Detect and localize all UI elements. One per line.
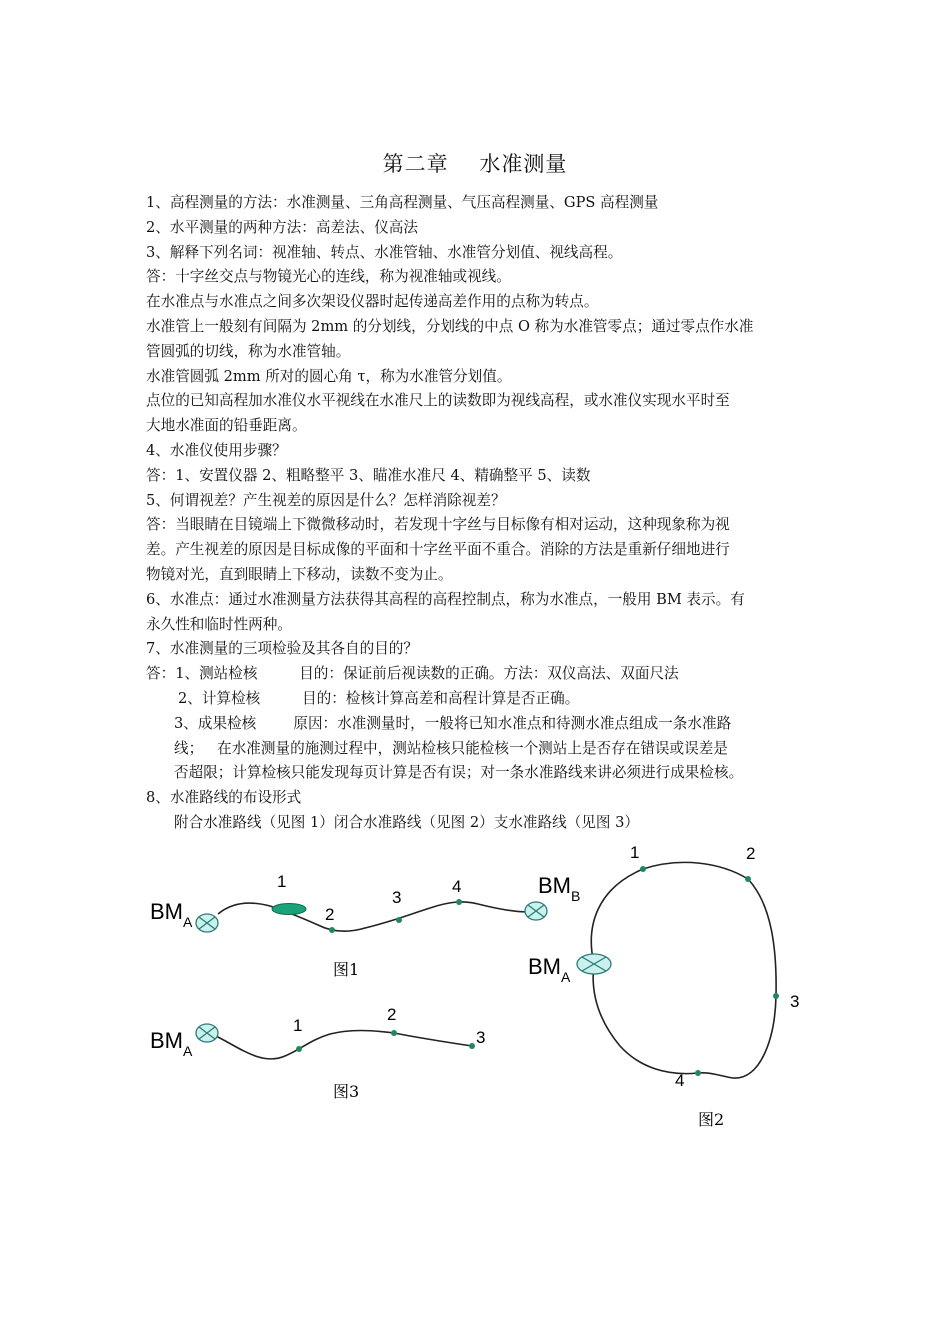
figure-caption: 图2 bbox=[698, 1110, 725, 1129]
figure-caption: 图1 bbox=[333, 960, 360, 979]
text-line: 3、解释下列名词：视准轴、转点、水准管轴、水准管分划值、视线高程。 bbox=[146, 243, 623, 261]
text-line: 点位的已知高程加水准仪水平视线在水准尺上的读数即为视线高程，或水准仪实现水平时至 bbox=[146, 392, 730, 410]
text-line: 答：当眼睛在目镜端上下微微移动时，若发现十字丝与目标像有相对运动，这种现象称为视 bbox=[146, 516, 730, 534]
text-line: 答：1、安置仪器 2、粗略整平 3、瞄准水准尺 4、精确整平 5、读数 bbox=[146, 466, 591, 484]
text-line: 在水准点与水准点之间多次架设仪器时起传递高差作用的点称为转点。 bbox=[146, 293, 599, 311]
bm-marker bbox=[577, 954, 611, 974]
text-line: 线； 在水准测量的施测过程中，测站检核只能检核一个测站上是否存在错误或误差是 bbox=[174, 739, 728, 757]
point-marker bbox=[773, 993, 779, 999]
text-line: 2、计算检核 目的：检核计算高差和高程计算是否正确。 bbox=[178, 689, 580, 707]
text-line: 2、水平测量的两种方法：高差法、仪高法 bbox=[146, 218, 418, 236]
point-label: 2 bbox=[387, 1005, 397, 1024]
point-marker bbox=[456, 899, 462, 905]
point-marker bbox=[396, 917, 402, 923]
figure-3 bbox=[150, 1005, 485, 1101]
text-line: 7、水准测量的三项检验及其各自的目的？ bbox=[146, 640, 418, 658]
bm-label: $BM_A$ bbox=[150, 1028, 193, 1059]
point-marker bbox=[296, 1046, 302, 1052]
figure-caption: 图3 bbox=[333, 1082, 360, 1101]
text-line: 1、高程测量的方法：水准测量、三角高程测量、气压高程测量、GPS 高程测量 bbox=[146, 194, 659, 211]
point-label: 4 bbox=[452, 877, 462, 896]
point-label: 3 bbox=[476, 1028, 486, 1047]
text-line: 永久性和临时性两种。 bbox=[146, 615, 292, 633]
bm-label: $BM_A$ bbox=[528, 954, 571, 985]
bm-marker bbox=[196, 914, 218, 932]
point-label: 3 bbox=[790, 992, 800, 1011]
point-marker bbox=[640, 866, 646, 872]
point-label: 1 bbox=[630, 843, 640, 862]
text-line: 答：1、测站检核 目的：保证前后视读数的正确。方法：双仪高法、双面尺法 bbox=[146, 665, 679, 683]
text-line: 物镜对光，直到眼睛上下移动，读数不变为止。 bbox=[146, 565, 453, 583]
instrument-marker bbox=[272, 904, 306, 915]
text-line: 大地水准面的铅垂距离。 bbox=[146, 417, 307, 435]
text-line: 水准管上一般刻有间隔为 2mm 的分划线，分划线的中点 O 称为水准管零点；通过零点作水准 bbox=[146, 317, 754, 335]
text-line: 水准管圆弧 2mm 所对的圆心角 τ，称为水准管分划值。 bbox=[146, 367, 512, 385]
route-line bbox=[591, 862, 776, 1078]
point-label: 2 bbox=[746, 844, 756, 863]
point-marker bbox=[745, 876, 751, 882]
point-marker bbox=[329, 927, 335, 933]
point-marker bbox=[469, 1043, 475, 1049]
bm-label: $BM_B$ bbox=[538, 873, 581, 904]
text-line: 差。产生视差的原因是目标成像的平面和十字丝平面不重合。消除的方法是重新仔细地进行 bbox=[146, 541, 730, 559]
text-line: 附合水准路线（见图 1）闭合水准路线（见图 2）支水准路线（见图 3） bbox=[174, 813, 639, 831]
bm-marker bbox=[196, 1024, 218, 1042]
route-line bbox=[216, 1031, 472, 1059]
text-line: 6、水准点：通过水准测量方法获得其高程的高程控制点，称为水准点，一般用 BM 表示。有 bbox=[146, 590, 745, 608]
chapter-title: 第二章 水准测量 bbox=[382, 152, 568, 176]
bm-label: $BM_A$ bbox=[150, 899, 193, 930]
point-marker bbox=[695, 1070, 701, 1076]
text-line: 答：十字丝交点与物镜光心的连线，称为视准轴或视线。 bbox=[146, 268, 511, 286]
text-line: 否超限；计算检核只能发现每页计算是否有误；对一条水准路线来讲必须进行成果检核。 bbox=[174, 764, 744, 782]
figure-1 bbox=[150, 872, 580, 979]
text-line: 5、何谓视差？产生视差的原因是什么？怎样消除视差？ bbox=[146, 491, 506, 509]
text-line: 4、水准仪使用步骤？ bbox=[146, 441, 287, 459]
point-label: 1 bbox=[293, 1016, 303, 1035]
point-marker bbox=[391, 1030, 397, 1036]
point-label: 1 bbox=[277, 872, 287, 891]
bm-marker bbox=[525, 902, 547, 920]
text-line: 8、水准路线的布设形式 bbox=[146, 789, 302, 807]
text-line: 管圆弧的切线，称为水准管轴。 bbox=[146, 342, 351, 360]
point-label: 4 bbox=[675, 1071, 685, 1090]
point-label: 2 bbox=[325, 905, 335, 924]
route-line bbox=[218, 902, 528, 931]
text-line: 3、成果检核 原因：水准测量时，一般将已知水准点和待测水准点组成一条水准路 bbox=[174, 714, 732, 732]
point-label: 3 bbox=[392, 888, 402, 907]
